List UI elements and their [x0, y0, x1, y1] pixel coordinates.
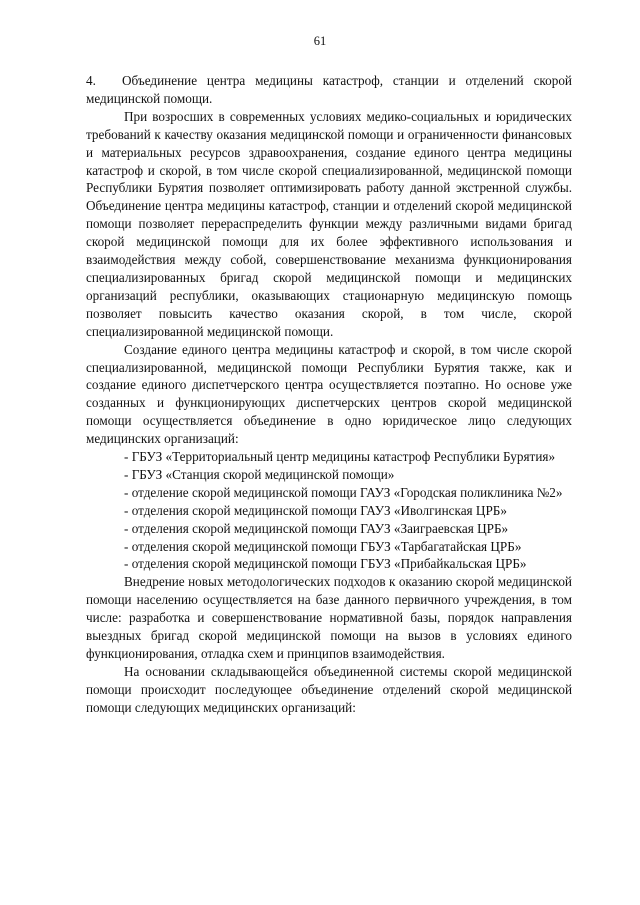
page-number: 61 [313, 34, 327, 48]
paragraph: На основании складывающейся объединенной системы скорой медицинской помощи происходит последующее объединение отделений скорой медицинской помощи следующих медицинских организаций: [86, 663, 572, 715]
section-title: Объединение центра медицины катастроф, станции и отделений скорой медицинской помощи. [86, 73, 572, 106]
list-item: - отделение скорой медицинской помощи ГАУЗ «Городская поликлиника №2» [124, 484, 563, 500]
list-item: - отделения скорой медицинской помощи ГБУЗ «Тарбагатайская ЦРБ» [124, 538, 522, 554]
list-item: - отделения скорой медицинской помощи ГБУЗ «Прибайкальская ЦРБ» [124, 556, 527, 572]
list-item: - отделения скорой медицинской помощи ГАУЗ «Иволгинская ЦРБ» [124, 502, 507, 518]
paragraph: Внедрение новых методологических подходов к оказанию скорой медицинской помощи населению осуществляется на базе данного первичного учреждения, в том числе: разработка и совершенствование нормативной базы, порядок направления выездных бригад скорой медицинской помощи на вызов в условиях единого функционирования, отладка схем и принципов взаимодействия. [86, 574, 572, 661]
section-number: 4. [86, 73, 96, 88]
paragraph: Создание единого центра медицины катастроф и скорой, в том числе скорой специализированной, медицинской помощи Республики Бурятия также, как и создание единого диспетчерского центра осуществляется поэтапно. Но основе уже созданных и функционирующих диспетчерских центров скорой медицинской помощи осуществляется объединение в одно юридическое лицо следующих медицинских организаций: [86, 341, 572, 447]
list-item: - ГБУЗ «Станция скорой медицинской помощи» [124, 466, 395, 482]
paragraph: При возросших в современных условиях медико-социальных и юридических требований к качеству оказания медицинской помощи и ограниченности финансовых и материальных ресурсов здравоохранения, создание единого центра медицины катастроф и скорой, в том числе скорой специализированной, медицинской помощи Республики Бурятия позволяет оптимизировать работу данной экстренной службы. Объединение центра медицины катастроф, станции и отделений скорой медицинской помощи позволяет перераспределить функции между различными видами бригад скорой медицинской помощи для их более эффективного использования и взаимодействия между собой, совершенствование механизма функционирования специализированных бригад скорой медицинской помощи и медицинских организаций республики, оказывающих стационарную медицинскую помощь позволяет повысить качество оказания скорой, в том числе, скорой специализированной медицинской помощи. [86, 108, 572, 339]
section-heading [86, 72, 572, 108]
list-item: - ГБУЗ «Территориальный центр медицины катастроф Республики Бурятия» [124, 449, 556, 465]
list-item: - отделения скорой медицинской помощи ГАУЗ «Заиграевская ЦРБ» [124, 520, 509, 536]
document-body [86, 72, 572, 717]
